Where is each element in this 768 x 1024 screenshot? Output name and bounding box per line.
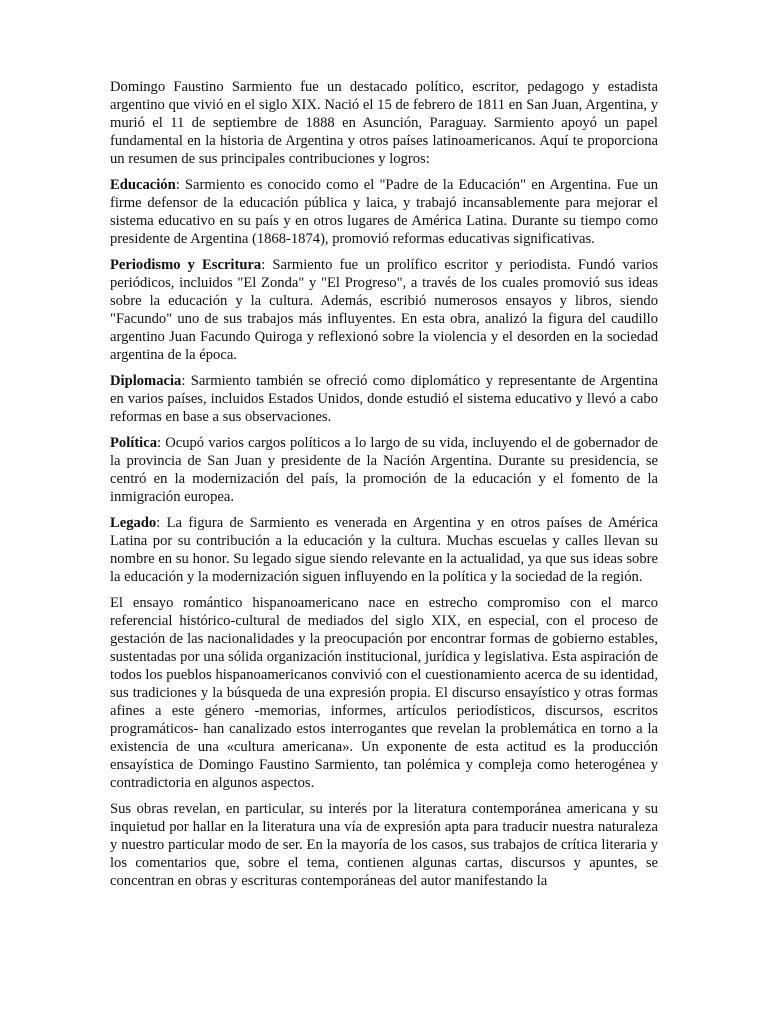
document-page bbox=[110, 78, 658, 898]
section-text: : Ocupó varios cargos políticos a lo largo de su vida, incluyendo el de gobernador de la provincia de San Juan y presidente de la Nación Argentina. Durante su presidencia, se centró en la modernización del país, la promoción de la educación y el fomento de la inmigración europea. bbox=[110, 435, 658, 505]
section-politics bbox=[110, 434, 658, 506]
section-heading: Legado bbox=[110, 515, 157, 531]
section-heading: Política bbox=[110, 435, 158, 451]
essay-paragraph: El ensayo romántico hispanoamericano nace en estrecho compromiso con el marco referencial histórico-cultural de mediados del siglo XIX, en especial, con el proceso de gestación de las nacionalidades y la preocupación por encontrar formas de gobierno estables, sustentadas por una sólida organización institucional, jurídica y legislativa. Esta aspiración de todos los pueblos hispanoamericanos convivió con el cuestionamiento acerca de su identidad, sus tradiciones y la búsqueda de una expresión propia. El discurso ensayístico y otras formas afines a este género -memorias, informes, artículos periodísticos, discursos, escritos programáticos- han canalizado estos interrogantes que revelan la problemática en torno a la existencia de una «cultura americana». Un exponente de esta actitud es la producción ensayística de Domingo Faustino Sarmiento, tan polémica y compleja como heterogénea y contradictoria en algunos aspectos. bbox=[110, 595, 658, 791]
section-heading: Diplomacia bbox=[110, 373, 182, 389]
section-heading: Educación bbox=[110, 177, 176, 193]
section-legacy bbox=[110, 514, 658, 586]
section-diplomacy bbox=[110, 372, 658, 426]
section-text: : Sarmiento también se ofreció como diplomático y representante de Argentina en varios países, incluidos Estados Unidos, donde estudió el sistema educativo y llevó a cabo reformas en base a sus observaciones. bbox=[110, 373, 658, 425]
intro-paragraph: Domingo Faustino Sarmiento fue un destacado político, escritor, pedagogo y estadista argentino que vivió en el siglo XIX. Nació el 15 de febrero de 1811 en San Juan, Argentina, y murió el 11 de septiembre de 1888 en Asunción, Paraguay. Sarmiento apoyó un papel fundamental en la historia de Argentina y otros países latinoamericanos. Aquí te proporciona un resumen de sus principales contribuciones y logros: bbox=[110, 79, 658, 167]
section-text: : Sarmiento es conocido como el "Padre de la Educación" en Argentina. Fue un firme defensor de la educación pública y laica, y trabajó incansablemente para mejorar el sistema educativo en su país y en otros lugares de América Latina. Durante su tiempo como presidente de Argentina (1868-1874), promovió reformas educativas significativas. bbox=[110, 177, 658, 247]
section-text: : Sarmiento fue un prolífico escritor y periodista. Fundó varios periódicos, incluidos "El Zonda" y "El Progreso", a través de los cuales promovió sus ideas sobre la educación y la cultura. Además, escribió numerosos ensayos y libros, siendo "Facundo" uno de sus trabajos más influyentes. En esta obra, analizó la figura del caudillo argentino Juan Facundo Quiroga y reflexionó sobre la violencia y el desorden en la sociedad argentina de la época. bbox=[110, 257, 659, 363]
section-education bbox=[110, 176, 658, 248]
works-paragraph: Sus obras revelan, en particular, su interés por la literatura contemporánea americana y su inquietud por hallar en la literatura una vía de expresión apta para traducir nuestra naturaleza y nuestro particular modo de ser. En la mayoría de los casos, sus trabajos de crítica literaria y los comentarios que, sobre el tema, contienen algunas cartas, discursos y apuntes, se concentran en obras y escrituras contemporáneas del autor manifestando la bbox=[110, 801, 658, 889]
section-heading: Periodismo y Escritura bbox=[110, 257, 262, 273]
section-text: : La figura de Sarmiento es venerada en Argentina y en otros países de América Latina por su contribución a la educación y la cultura. Muchas escuelas y calles llevan su nombre en su honor. Su legado sigue siendo relevante en la actualidad, ya que sus ideas sobre la educación y la modernización siguen influyendo en la política y la sociedad de la región. bbox=[110, 515, 658, 585]
section-journalism bbox=[110, 256, 658, 364]
